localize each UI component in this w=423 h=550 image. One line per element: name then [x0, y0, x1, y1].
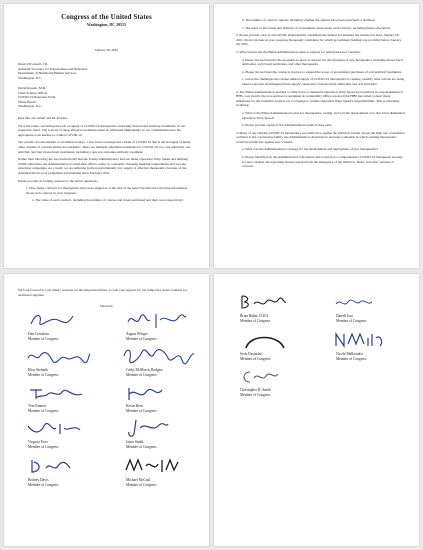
signer-name: August Pfluger	[126, 332, 148, 336]
signature-issa	[334, 294, 374, 312]
signer-block	[240, 314, 270, 323]
question-subitem: a. What is the Biden Administration's plan for therapeutics, testing, and vaccine development now that it has dismantled Operation Warp Speed?	[242, 110, 405, 120]
signer-block	[126, 404, 156, 413]
addressee-line: David Kessler, M.D.	[18, 86, 47, 90]
signer-block	[336, 314, 366, 323]
letterhead-location: Washington, DC 20515	[86, 22, 127, 27]
signer-name: Nicole Malliotakis	[336, 352, 363, 356]
signer-name: Virginia Foxx	[28, 440, 48, 444]
question-item: 2. Please provide a list of all COVID-19 therapeutic candidates the federal government has invested in since January 20, 2021. Do not include in your response therapeutic candidates for which government funding was provided before January 20, 2021.	[236, 33, 402, 47]
signer-title: Member of Congress	[126, 408, 157, 413]
question-subitem: c. Given the challenges the current limited supply of COVID-19 therapeutics is causing, identify what actions are being taken to prevent and mitigate future supply constraints of monoclonal antibodies and oral antivirals.	[242, 77, 405, 86]
signature-pfluger	[126, 310, 188, 330]
signature-malliotakis	[334, 330, 386, 350]
body-paragraph: Please provide, in writing, answers to the below questions:	[18, 178, 98, 183]
question-item: 4. The Biden Administration decided to ramp down to dismantle Operation Warp Speed and transition its responsibilities to HHS. Last month, the non-partisan Government Accountability Office reported that HHS has failed to meet many milestones for the transition and has yet to reassign to resume Operation Warp Speed's responsibilities. This is extremely troubling.	[236, 89, 404, 108]
addressee-block-1	[18, 62, 87, 80]
signer-name: Brian Babin, D.D.S.	[240, 314, 270, 318]
letter-body-page-1	[18, 116, 195, 206]
letter-page-4	[214, 274, 419, 546]
signer-block	[240, 388, 271, 397]
letter-body-page-2	[228, 18, 405, 172]
signer-title: Member of Congress	[126, 482, 157, 487]
signer-block	[28, 404, 58, 413]
addressee-line: Dawn O'Connell, J.D.	[18, 62, 48, 66]
signer-title: Member of Congress	[126, 372, 157, 377]
signer-name: Elise Stefanik	[28, 368, 49, 372]
signer-name: Christopher H. Smith	[240, 388, 271, 392]
closing-paragraph: We look forward to your timely response on this important matter, as well your support for our temporary states' requests for additional supplies.	[18, 288, 188, 297]
signer-title: Member of Congress	[28, 336, 59, 341]
signature-mcmorris-rodgers	[122, 346, 196, 366]
question-subitem: b. Please identify how the Administration will update and/or develop a comprehensive COVID-19 therapeutic strategy for new variants, incorporating lessons learned from the emergence of the Omicron, Delta, and other variants of concern.	[242, 155, 403, 169]
letter-date: January 28, 2022	[94, 48, 119, 52]
signer-name: Dan Crenshaw	[28, 332, 50, 336]
signer-name: Darrell Issa	[336, 314, 353, 318]
letter-page-2	[214, 4, 419, 268]
signer-name: Kevin Hern	[126, 404, 143, 408]
signer-block	[126, 332, 156, 341]
signature-mccaul	[124, 456, 180, 476]
addressee-block-2	[18, 86, 55, 109]
signer-title: Member of Congress	[240, 392, 271, 397]
signer-title: Member of Congress	[28, 372, 59, 377]
signer-title: Member of Congress	[336, 318, 367, 323]
signer-title: Member of Congress	[28, 482, 59, 487]
signer-block	[126, 478, 156, 487]
addressee-line: COVID-19 Response Team	[18, 95, 56, 100]
letter-page-3	[4, 274, 209, 546]
signature-foxx	[26, 420, 82, 438]
signature-desjarlais	[242, 332, 288, 350]
question-item: 3. What actions has the Biden Administration taken to prepare for anticipated new variants?	[236, 49, 361, 54]
signer-title: Member of Congress	[336, 356, 367, 361]
letter-page-1	[4, 4, 209, 268]
signer-block	[28, 440, 58, 449]
question-subitem: b. Please provide copies of the Administration's plans if they exist.	[242, 123, 333, 128]
signer-block	[336, 352, 366, 361]
question-item: 1. How many contracts for therapeutics have been signed as of the date of the letter? Include the following information about each contract in your response:	[26, 186, 188, 195]
signer-title: Member of Congress	[28, 408, 59, 413]
body-paragraph: We write today concerning the lack of supply of COVID-19 therapeutics, including monoclonal antibody treatments, in our respective states. The scarcity of these effective treatments must be addressed immediately so our communities have the appropriate tools needed to combat COVID-19.	[18, 123, 186, 137]
signer-block	[28, 478, 58, 487]
signer-title: Member of Congress	[240, 318, 271, 323]
signer-title: Member of Congress	[126, 444, 157, 449]
question-subitem: a. What was the Administration's strategy for the development and deployment of new therapeutics?	[242, 147, 378, 152]
signature-stefanik	[26, 348, 92, 366]
signer-name: Cathy McMorris Rodgers	[126, 368, 163, 372]
signature-davis	[28, 456, 72, 476]
letterhead-title: Congress of the United States	[61, 13, 152, 21]
signature-emmer	[28, 384, 84, 402]
signer-name: Scott Desjarlais	[240, 352, 263, 356]
signer-name: Michael McCaul	[126, 478, 151, 482]
signer-block	[126, 368, 163, 377]
signature-chris-smith	[240, 368, 280, 386]
signer-name: Tom Emmer	[28, 404, 47, 408]
addressee-line: Assistant Secretary for Preparedness and Response	[18, 66, 88, 71]
signer-block	[28, 332, 58, 341]
signature-babin	[240, 292, 288, 312]
question-subitem: c. The dates of allocation and delivery of Government doses under each contract, including future allocations.	[242, 25, 391, 30]
body-paragraph: Rather than following the successful model that the Trump Administration laid out under Operation Warp Speed and utilizing ASPR authorities, the Administration focused their efforts solely on constantly changing masking requirements and vaccine education campaigns. As a result, we are suffering from an unfortunately low supply of effective therapeutics because of the Administration's poor judgement and planning since February 2021.	[18, 157, 189, 175]
addressee-line: Washington, D.C.	[18, 75, 43, 80]
addressee-line: Department of Health and Human Services	[18, 71, 77, 76]
signature-hern	[126, 384, 166, 402]
body-paragraph: The assault on is the middle of an Omicron surge, a new but not unexpected variant of COVID-19 that is the strongest of many other variants of concern during the pandemic. There are multiple outpatient treatments for COVID-19: two oral antivirals, one antiviral, and four monoclonal treatments, including a new pre-exposure antibody treatment.	[18, 140, 191, 154]
signer-block	[126, 440, 156, 449]
signer-block	[240, 352, 270, 361]
addressee-line: White House	[18, 99, 36, 104]
question-item: 5. Many of our existing COVID-19 therapeutics are ineffective against the Omicron variant. Given the high rate of mutation common to the coronavirus family, the Administration should move between a situation in which existing therapeutics would be ineffective against new variants.	[236, 130, 405, 144]
question-subitem: b. The number of contract options, including whether the options have been exercised or declined;	[242, 18, 376, 22]
signer-title: Member of Congress	[240, 356, 271, 361]
signer-title: Member of Congress	[28, 444, 59, 449]
addressee-line: Chief Science Officer	[18, 90, 48, 95]
signature-smith	[126, 418, 170, 438]
question-subitem: a. Please list and describe the programs in place to support the development of new therapeutics including monoclonal antibodies, polyclonal antibodies, and other therapeutics.	[242, 57, 403, 67]
question-subitem: b. Please list and describe contracts in place to expand the scope of government purchases of oral antiviral treatments.	[242, 69, 402, 74]
signer-block	[28, 368, 58, 377]
question-subitem: a. The value of each contract, including the number of courses and doses purchased and their costs respectively;	[32, 198, 184, 203]
signer-title: Member of Congress	[126, 336, 157, 341]
signature-crenshaw	[28, 310, 76, 330]
closing-sincerely: Sincerely,	[99, 304, 114, 308]
salutation: Dear Ms. O'Connell and Dr. Kessler,	[18, 116, 68, 120]
signer-name: Rodney Davis	[28, 478, 49, 482]
signer-name: Jason Smith	[126, 440, 144, 444]
addressee-line: Washington, D.C.	[18, 104, 43, 109]
